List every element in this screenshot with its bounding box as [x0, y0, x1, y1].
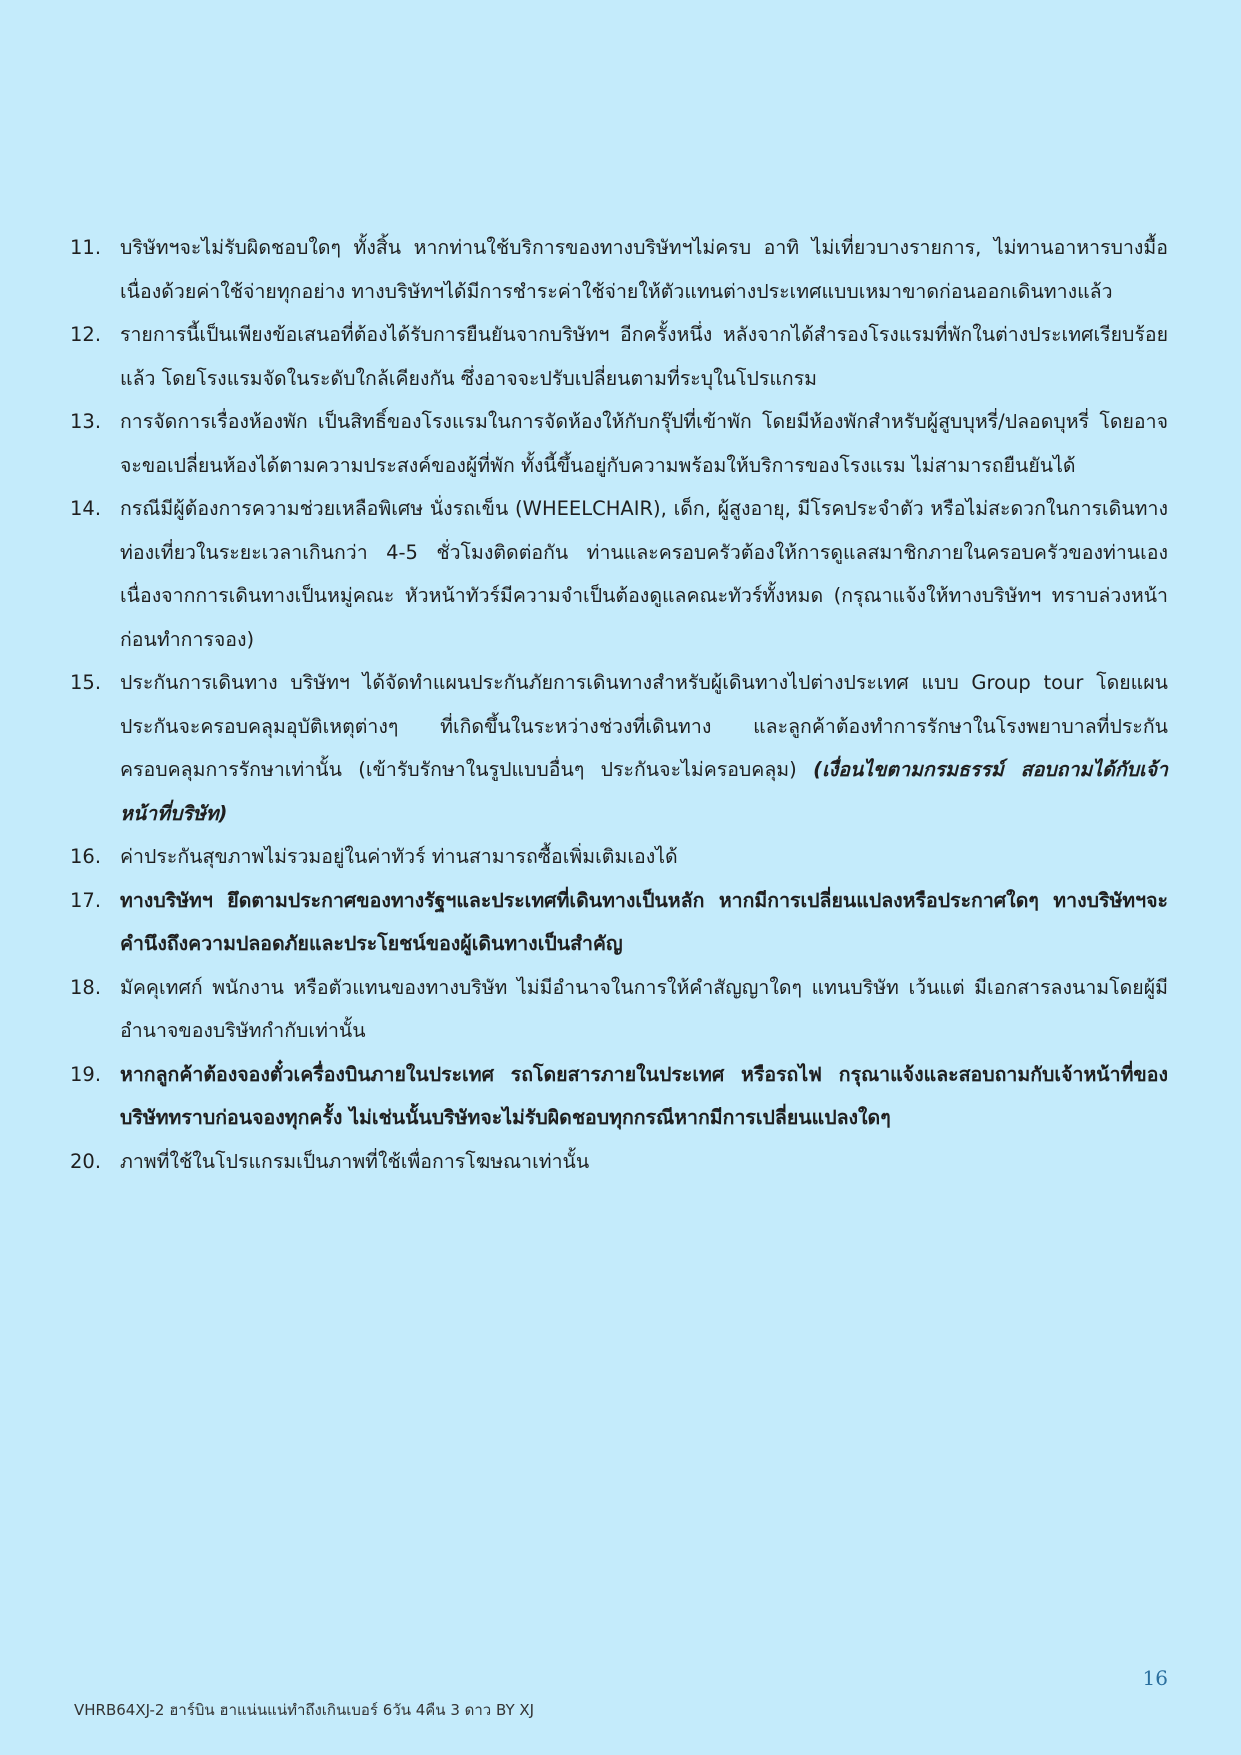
term-number: 11. — [70, 236, 102, 259]
term-text-wrapper — [120, 661, 1168, 835]
footer-text: VHRB64XJ-2 ฮาร์บิน ฮาแน่นแน่ทำถึงเกินเบอร์ 6วัน 4คืน 3 ดาว BY XJ — [74, 1701, 535, 1719]
term-text: ค่าประกันสุขภาพไม่รวมอยู่ในค่าทัวร์ ท่านสามารถซื้อเพิ่มเติมเองได้ — [120, 845, 678, 868]
term-number: 20. — [70, 1149, 102, 1173]
term-item-16 — [70, 835, 1168, 879]
term-number: 12. — [70, 323, 102, 346]
term-item-17 — [70, 879, 1168, 966]
term-item-15 — [70, 661, 1168, 835]
term-number: 18. — [70, 975, 102, 999]
term-text: บริษัทฯจะไม่รับผิดชอบใดๆ ทั้งสิ้น หากท่านใช้บริการของทางบริษัทฯไม่ครบ อาทิ ไม่เที่ยวบางรายการ, ไม่ทานอาหารบางมื้อ เนื่องด้วยค่าใช้จ่ายทุกอย่าง ทางบริษัทฯได้มีการชำระค่าใช้จ่ายให้ตัวแทนต่างประเทศแบบเหมาขาดก่อนออกเดินทางแล้ว — [120, 236, 1168, 303]
term-number: 14. — [70, 497, 102, 520]
term-emphasis-note: (เงื่อนไขตามกรมธรรม์ สอบถามได้กับเจ้าหน้าที่บริษัท) — [120, 758, 1168, 825]
term-text: ทางบริษัทฯ ยึดตามประกาศของทางรัฐฯและประเทศที่เดินทางเป็นหลัก หากมีการเปลี่ยนแปลงหรือประกาศใดๆ ทางบริษัทฯจะคำนึงถึงความปลอดภัยและประโยชน์ของผู้เดินทางเป็นสำคัญ — [120, 888, 1168, 955]
term-text: ภาพที่ใช้ในโปรแกรมเป็นภาพที่ใช้เพื่อการโฆษณาเท่านั้น — [120, 1149, 590, 1173]
term-item-20 — [70, 1140, 1168, 1184]
term-number: 17. — [70, 888, 102, 912]
term-text: มัคคุเทศก์ พนักงาน หรือตัวแทนของทางบริษัท ไม่มีอำนาจในการให้คำสัญญาใดๆ แทนบริษัท เว้นแต่ มีเอกสารลงนามโดยผู้มีอำนาจของบริษัทกำกับเท่านั้น — [120, 975, 1168, 1042]
terms-list — [70, 226, 1168, 1183]
term-number: 15. — [70, 671, 102, 694]
term-item-11 — [70, 226, 1168, 313]
term-text: หากลูกค้าต้องจองตั๋วเครื่องบินภายในประเทศ รถโดยสารภายในประเทศ หรือรถไฟ กรุณาแจ้งและสอบถามกับเจ้าหน้าที่ของบริษัททราบก่อนจองทุกครั้ง ไม่เช่นนั้นบริษัทจะไม่รับผิดชอบทุกกรณีหากมีการเปลี่ยนแปลงใดๆ — [120, 1062, 1168, 1129]
page-number: 16 — [1142, 1666, 1168, 1690]
term-item-18 — [70, 966, 1168, 1053]
term-item-14 — [70, 487, 1168, 661]
term-number: 16. — [70, 845, 102, 868]
term-text: รายการนี้เป็นเพียงข้อเสนอที่ต้องได้รับการยืนยันจากบริษัทฯ อีกครั้งหนึ่ง หลังจากได้สำรองโรงแรมที่พักในต่างประเทศเรียบร้อยแล้ว โดยโรงแรมจัดในระดับใกล้เคียงกัน ซึ่งอาจจะปรับเปลี่ยนตามที่ระบุในโปรแกรม — [120, 323, 1168, 390]
term-item-19 — [70, 1053, 1168, 1140]
term-item-12 — [70, 313, 1168, 400]
term-number: 19. — [70, 1062, 102, 1086]
term-text: ประกันการเดินทาง บริษัทฯ ได้จัดทำแผนประกันภัยการเดินทางสำหรับผู้เดินทางไปต่างประเทศ แบบ Group tour โดยแผนประกันจะครอบคลุมอุบัติเหตุต่างๆ ที่เกิดขึ้นในระหว่างช่วงที่เดินทาง และลูกค้าต้องทำการรักษาในโรงพยาบาลที่ประกันครอบคลุมการรักษาเท่านั้น (เข้ารับรักษาในรูปแบบอื่นๆ ประกันจะไม่ครอบคลุม) — [120, 671, 1168, 781]
term-number: 13. — [70, 410, 102, 433]
term-text: กรณีมีผู้ต้องการความช่วยเหลือพิเศษ นั่งรถเข็น (WHEELCHAIR), เด็ก, ผู้สูงอายุ, มีโรคประจำตัว หรือไม่สะดวกในการเดินทางท่องเที่ยวในระยะเวลาเกินกว่า 4-5 ชั่วโมงติดต่อกัน ท่านและครอบครัวต้องให้การดูแลสมาชิกภายในครอบครัวของท่านเอง เนื่องจากการเดินทางเป็นหมู่คณะ หัวหน้าทัวร์มีความจำเป็นต้องดูแลคณะทัวร์ทั้งหมด (กรุณาแจ้งให้ทางบริษัทฯ ทราบล่วงหน้าก่อนทำการจอง) — [120, 497, 1168, 651]
term-item-13 — [70, 400, 1168, 487]
term-text: การจัดการเรื่องห้องพัก เป็นสิทธิ์ของโรงแรมในการจัดห้องให้กับกรุ๊ปที่เข้าพัก โดยมีห้องพักสำหรับผู้สูบบุหรี่/ปลอดบุหรี่ โดยอาจจะขอเปลี่ยนห้องได้ตามความประสงค์ของผู้ที่พัก ทั้งนี้ขึ้นอยู่กับความพร้อมให้บริการของโรงแรม ไม่สามารถยืนยันได้ — [120, 410, 1168, 477]
